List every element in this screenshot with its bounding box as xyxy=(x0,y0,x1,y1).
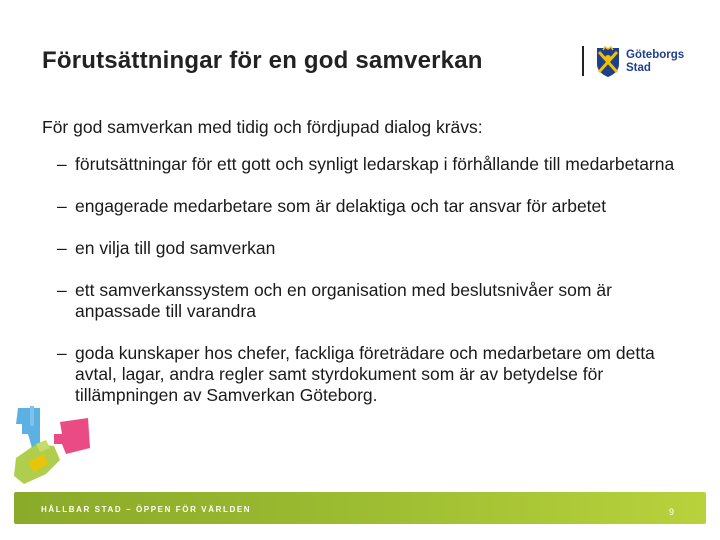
bullet-text: engagerade medarbetare som är delaktiga och tar ansvar för arbetet xyxy=(75,196,607,216)
slide-title: Förutsättningar för en god samverkan xyxy=(42,47,483,74)
hands-illustration-icon xyxy=(10,404,102,490)
bullet-list xyxy=(57,154,697,427)
bullet-text: ett samverkanssystem och en organisation med beslutsnivåer som är anpassade till varandra xyxy=(75,280,612,321)
footer-tagline: HÅLLBAR STAD – ÖPPEN FÖR VÄRLDEN xyxy=(41,505,252,514)
bullet-dash: – xyxy=(57,343,67,363)
bullet-item xyxy=(57,238,697,259)
bullet-text: goda kunskaper hos chefer, fackliga företrädare och medarbetare om detta avtal, lagar, andra regler samt styrdokument som är av betydelse för tillämpningen av Samverkan Göteborg. xyxy=(75,343,655,405)
bullet-item xyxy=(57,154,697,175)
goteborgs-stad-logo xyxy=(595,46,695,80)
logo-divider xyxy=(582,46,584,76)
bullet-dash: – xyxy=(57,196,67,216)
bullet-text: en vilja till god samverkan xyxy=(75,238,276,258)
bullet-item xyxy=(57,280,697,322)
city-crest-icon xyxy=(595,46,621,78)
bullet-item xyxy=(57,196,697,217)
footer-bar xyxy=(14,492,706,524)
bullet-text: förutsättningar för ett gott och synligt ledarskap i förhållande till medarbetarna xyxy=(75,154,675,174)
bullet-item xyxy=(57,343,697,406)
logo-line-2: Stad xyxy=(626,62,651,74)
logo-wordmark xyxy=(626,49,684,75)
logo-line-1: Göteborgs xyxy=(626,49,685,61)
bullet-dash: – xyxy=(57,280,67,300)
page-number: 9 xyxy=(668,507,674,517)
bullet-dash: – xyxy=(57,154,67,174)
bullet-dash: – xyxy=(57,238,67,258)
intro-text: För god samverkan med tidig och fördjupad dialog krävs: xyxy=(42,117,483,137)
